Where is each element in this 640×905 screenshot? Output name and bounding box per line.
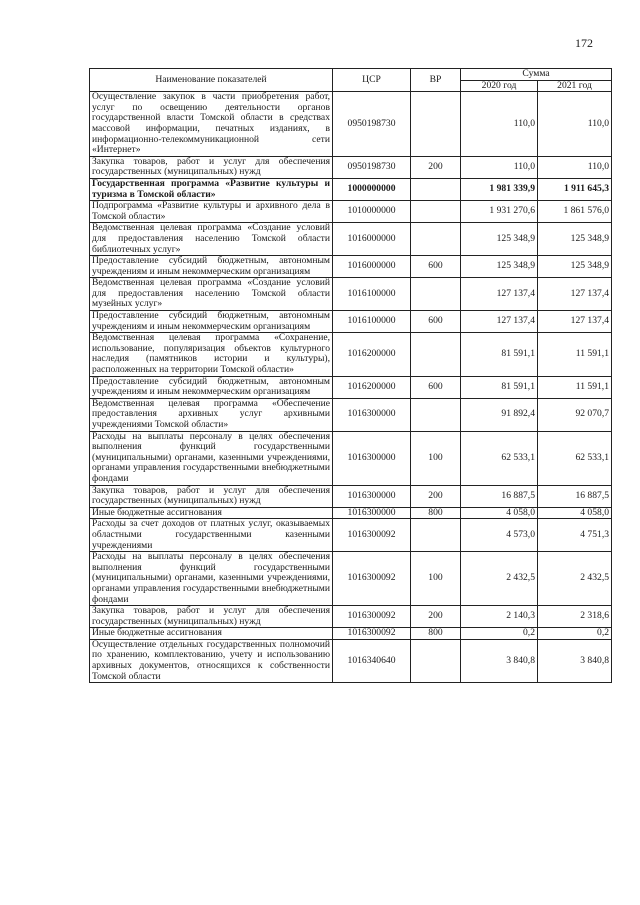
row-csr: 1016300092 — [333, 628, 411, 640]
row-name: Осуществление закупок в части приобретения работ, услуг по освещению деятельности органов государственной власти Томской области в средствах массовой информации, печатных изданиях, в информационно-телекоммуникационной сети «Интернет» — [90, 92, 333, 157]
row-value-2020: 125 348,9 — [461, 223, 538, 256]
row-value-2021: 92 070,7 — [538, 398, 612, 431]
row-csr: 1016100000 — [333, 278, 411, 311]
table-row — [90, 92, 612, 157]
row-value-2020: 110,0 — [461, 156, 538, 178]
row-value-2021: 11 591,1 — [538, 376, 612, 398]
row-value-2021: 4 751,3 — [538, 519, 612, 552]
table-row — [90, 223, 612, 256]
row-csr: 1016300092 — [333, 606, 411, 628]
table-row — [90, 398, 612, 431]
row-name: Расходы на выплаты персоналу в целях обеспечения выполнения функций государственными (муниципальными) органами, казенными учреждениями, органами управления государственными внебюджетными фондами — [90, 552, 333, 606]
row-name: Государственная программа «Развитие культуры и туризма в Томской области» — [90, 178, 333, 200]
row-value-2021: 2 318,6 — [538, 606, 612, 628]
row-vr: 200 — [411, 606, 461, 628]
row-csr: 1016200000 — [333, 333, 411, 376]
header-name: Наименование показателей — [90, 69, 333, 92]
row-vr — [411, 639, 461, 682]
row-csr: 1016300092 — [333, 552, 411, 606]
row-value-2020: 62 533,1 — [461, 431, 538, 485]
row-name: Закупка товаров, работ и услуг для обеспечения государственных (муниципальных) нужд — [90, 485, 333, 507]
row-vr: 800 — [411, 507, 461, 519]
header-2021: 2021 год — [538, 80, 612, 92]
row-vr: 100 — [411, 431, 461, 485]
row-csr: 1016200000 — [333, 376, 411, 398]
row-csr: 1016300092 — [333, 519, 411, 552]
table-header-row — [90, 69, 612, 81]
row-csr: 1016300000 — [333, 485, 411, 507]
row-vr — [411, 223, 461, 256]
row-name: Подпрограмма «Развитие культуры и архивного дела в Томской области» — [90, 201, 333, 223]
row-name: Закупка товаров, работ и услуг для обеспечения государственных (муниципальных) нужд — [90, 606, 333, 628]
table-row — [90, 507, 612, 519]
row-name: Ведомственная целевая программа «Создание условий для предоставления населению Томской области музейных услуг» — [90, 278, 333, 311]
row-vr — [411, 92, 461, 157]
row-value-2021: 16 887,5 — [538, 485, 612, 507]
row-value-2020: 125 348,9 — [461, 256, 538, 278]
row-value-2021: 4 058,0 — [538, 507, 612, 519]
row-csr: 1010000000 — [333, 201, 411, 223]
row-value-2021: 127 137,4 — [538, 311, 612, 333]
table-row — [90, 256, 612, 278]
row-value-2020: 127 137,4 — [461, 311, 538, 333]
row-value-2021: 62 533,1 — [538, 431, 612, 485]
row-value-2020: 91 892,4 — [461, 398, 538, 431]
row-name: Расходы на выплаты персоналу в целях обеспечения выполнения функций государственными (муниципальными) органами, казенными учреждениями, органами управления государственными внебюджетными фондами — [90, 431, 333, 485]
row-name: Ведомственная целевая программа «Сохранение, использование, популяризация объектов культурного наследия (памятников истории и культуры), расположенных на территории Томской области» — [90, 333, 333, 376]
row-vr: 600 — [411, 311, 461, 333]
row-name: Иные бюджетные ассигнования — [90, 628, 333, 640]
row-value-2020: 1 931 270,6 — [461, 201, 538, 223]
row-value-2021: 0,2 — [538, 628, 612, 640]
row-name: Ведомственная целевая программа «Обеспечение предоставления архивных услуг архивными учреждениями Томской области» — [90, 398, 333, 431]
row-value-2020: 4 573,0 — [461, 519, 538, 552]
row-csr: 1016300000 — [333, 431, 411, 485]
table-row — [90, 628, 612, 640]
row-value-2021: 2 432,5 — [538, 552, 612, 606]
row-value-2020: 110,0 — [461, 92, 538, 157]
header-2020: 2020 год — [461, 80, 538, 92]
row-value-2021: 110,0 — [538, 156, 612, 178]
table-row — [90, 485, 612, 507]
row-csr: 1016340640 — [333, 639, 411, 682]
row-vr: 100 — [411, 552, 461, 606]
table-row — [90, 376, 612, 398]
row-vr — [411, 519, 461, 552]
table-row — [90, 201, 612, 223]
table-row — [90, 278, 612, 311]
row-csr: 1016000000 — [333, 256, 411, 278]
row-vr: 600 — [411, 256, 461, 278]
row-vr — [411, 178, 461, 200]
row-value-2020: 16 887,5 — [461, 485, 538, 507]
row-value-2020: 127 137,4 — [461, 278, 538, 311]
table-row — [90, 311, 612, 333]
table-row — [90, 639, 612, 682]
row-value-2021: 125 348,9 — [538, 223, 612, 256]
row-value-2020: 2 140,3 — [461, 606, 538, 628]
row-csr: 1016300000 — [333, 507, 411, 519]
table-row — [90, 519, 612, 552]
budget-table — [89, 68, 612, 683]
row-value-2020: 4 058,0 — [461, 507, 538, 519]
row-value-2021: 1 861 576,0 — [538, 201, 612, 223]
page-number: 172 — [575, 36, 593, 50]
header-sum: Сумма — [461, 69, 612, 81]
row-name: Предоставление субсидий бюджетным, автономным учреждениям и иным некоммерческим организациям — [90, 311, 333, 333]
row-csr: 0950198730 — [333, 92, 411, 157]
row-value-2020: 81 591,1 — [461, 333, 538, 376]
row-value-2021: 127 137,4 — [538, 278, 612, 311]
row-csr: 1016300000 — [333, 398, 411, 431]
row-value-2021: 3 840,8 — [538, 639, 612, 682]
row-value-2021: 125 348,9 — [538, 256, 612, 278]
row-vr: 800 — [411, 628, 461, 640]
row-name: Ведомственная целевая программа «Создание условий для предоставления населению Томской области библиотечных услуг» — [90, 223, 333, 256]
row-vr — [411, 201, 461, 223]
row-value-2020: 3 840,8 — [461, 639, 538, 682]
row-vr — [411, 278, 461, 311]
row-vr: 200 — [411, 485, 461, 507]
header-csr: ЦСР — [333, 69, 411, 92]
row-vr: 600 — [411, 376, 461, 398]
row-name: Расходы за счет доходов от платных услуг, оказываемых областными государственными казенными учреждениями — [90, 519, 333, 552]
row-vr — [411, 333, 461, 376]
header-vr: ВР — [411, 69, 461, 92]
row-vr: 200 — [411, 156, 461, 178]
table-row — [90, 606, 612, 628]
row-csr: 0950198730 — [333, 156, 411, 178]
row-csr: 1016000000 — [333, 223, 411, 256]
row-value-2020: 0,2 — [461, 628, 538, 640]
row-value-2020: 81 591,1 — [461, 376, 538, 398]
row-csr: 1000000000 — [333, 178, 411, 200]
row-vr — [411, 398, 461, 431]
table-row — [90, 178, 612, 200]
row-name: Закупка товаров, работ и услуг для обеспечения государственных (муниципальных) нужд — [90, 156, 333, 178]
row-name: Предоставление субсидий бюджетным, автономным учреждениям и иным некоммерческим организациям — [90, 256, 333, 278]
row-csr: 1016100000 — [333, 311, 411, 333]
table-row — [90, 156, 612, 178]
row-name: Предоставление субсидий бюджетным, автономным учреждениям и иным некоммерческим организациям — [90, 376, 333, 398]
table-row — [90, 552, 612, 606]
row-value-2021: 1 911 645,3 — [538, 178, 612, 200]
row-name: Иные бюджетные ассигнования — [90, 507, 333, 519]
row-value-2020: 2 432,5 — [461, 552, 538, 606]
row-value-2021: 110,0 — [538, 92, 612, 157]
table-row — [90, 431, 612, 485]
row-value-2020: 1 981 339,9 — [461, 178, 538, 200]
row-name: Осуществление отдельных государственных полномочий по хранению, комплектованию, учету и использованию архивных документов, относящихся к собственности Томской области — [90, 639, 333, 682]
row-value-2021: 11 591,1 — [538, 333, 612, 376]
table-row — [90, 333, 612, 376]
